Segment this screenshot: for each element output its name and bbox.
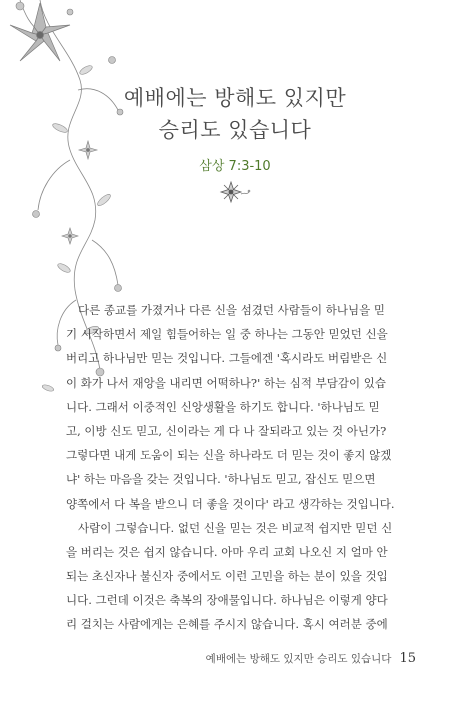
- body-line: 사람이 그렇습니다. 없던 신을 믿는 것은 비교적 쉽지만 믿던 신: [78, 520, 393, 535]
- body-line: 고, 이방 신도 믿고, 신이라는 게 다 나 잘되라고 있는 것 아닌가?: [66, 423, 387, 438]
- body-line: 다른 종교를 가졌거나 다른 신을 섬겼던 사람들이 하나님을 믿: [78, 303, 385, 317]
- body-line: 버리고 하나님만 믿는 것입니다. 그들에겐 '혹시라도 버림받은 신: [66, 351, 388, 366]
- running-title: 예배에는 방해도 있지만 승리도 있습니다: [205, 653, 392, 665]
- scripture-reference: 삼상 7:3-10: [199, 159, 271, 174]
- page-number: 15: [399, 651, 416, 666]
- page-footer: [206, 651, 416, 666]
- chapter-title-line-1: 예배에는 방해도 있지만: [123, 86, 347, 110]
- body-text: [66, 298, 410, 637]
- body-line: 이 화가 나서 재앙을 내리면 어떡하나?' 하는 심적 부담감이 있습: [66, 375, 386, 390]
- body-line: 되는 초신자나 불신자 중에서도 이런 고민을 하는 분이 있을 것입: [66, 569, 388, 584]
- body-line: 니다. 그런데 이것은 축복의 장애물입니다. 하나님은 이렇게 양다: [66, 593, 388, 608]
- chapter-title-line-2: 승리도 있습니다: [158, 118, 312, 142]
- body-line: 양쪽에서 다 복을 받으니 더 좋을 것이다' 라고 생각하는 것입니다.: [66, 496, 395, 511]
- flower-icon: [219, 180, 253, 204]
- body-line: 냐' 하는 마음을 갖는 것입니다. '하나님도 믿고, 잡신도 믿으면: [66, 472, 376, 487]
- body-line: 기 시작하면서 제일 힘들어하는 일 중 하나는 그동안 믿었던 신을: [66, 327, 388, 342]
- chapter-title: [0, 82, 470, 146]
- body-line: 을 버리는 것은 쉽지 않습니다. 아마 우리 교회 나오신 지 얼마 안: [66, 544, 388, 559]
- body-line: 리 걸치는 사람에게는 은혜를 주시지 않습니다. 혹시 여러분 중에: [66, 617, 388, 632]
- body-line: 니다. 그래서 이중적인 신앙생활을 하기도 합니다. '하나님도 믿: [66, 399, 380, 414]
- body-line: 그렇다면 내게 도움이 되는 신을 하나라도 더 믿는 것이 좋지 않겠: [66, 448, 392, 463]
